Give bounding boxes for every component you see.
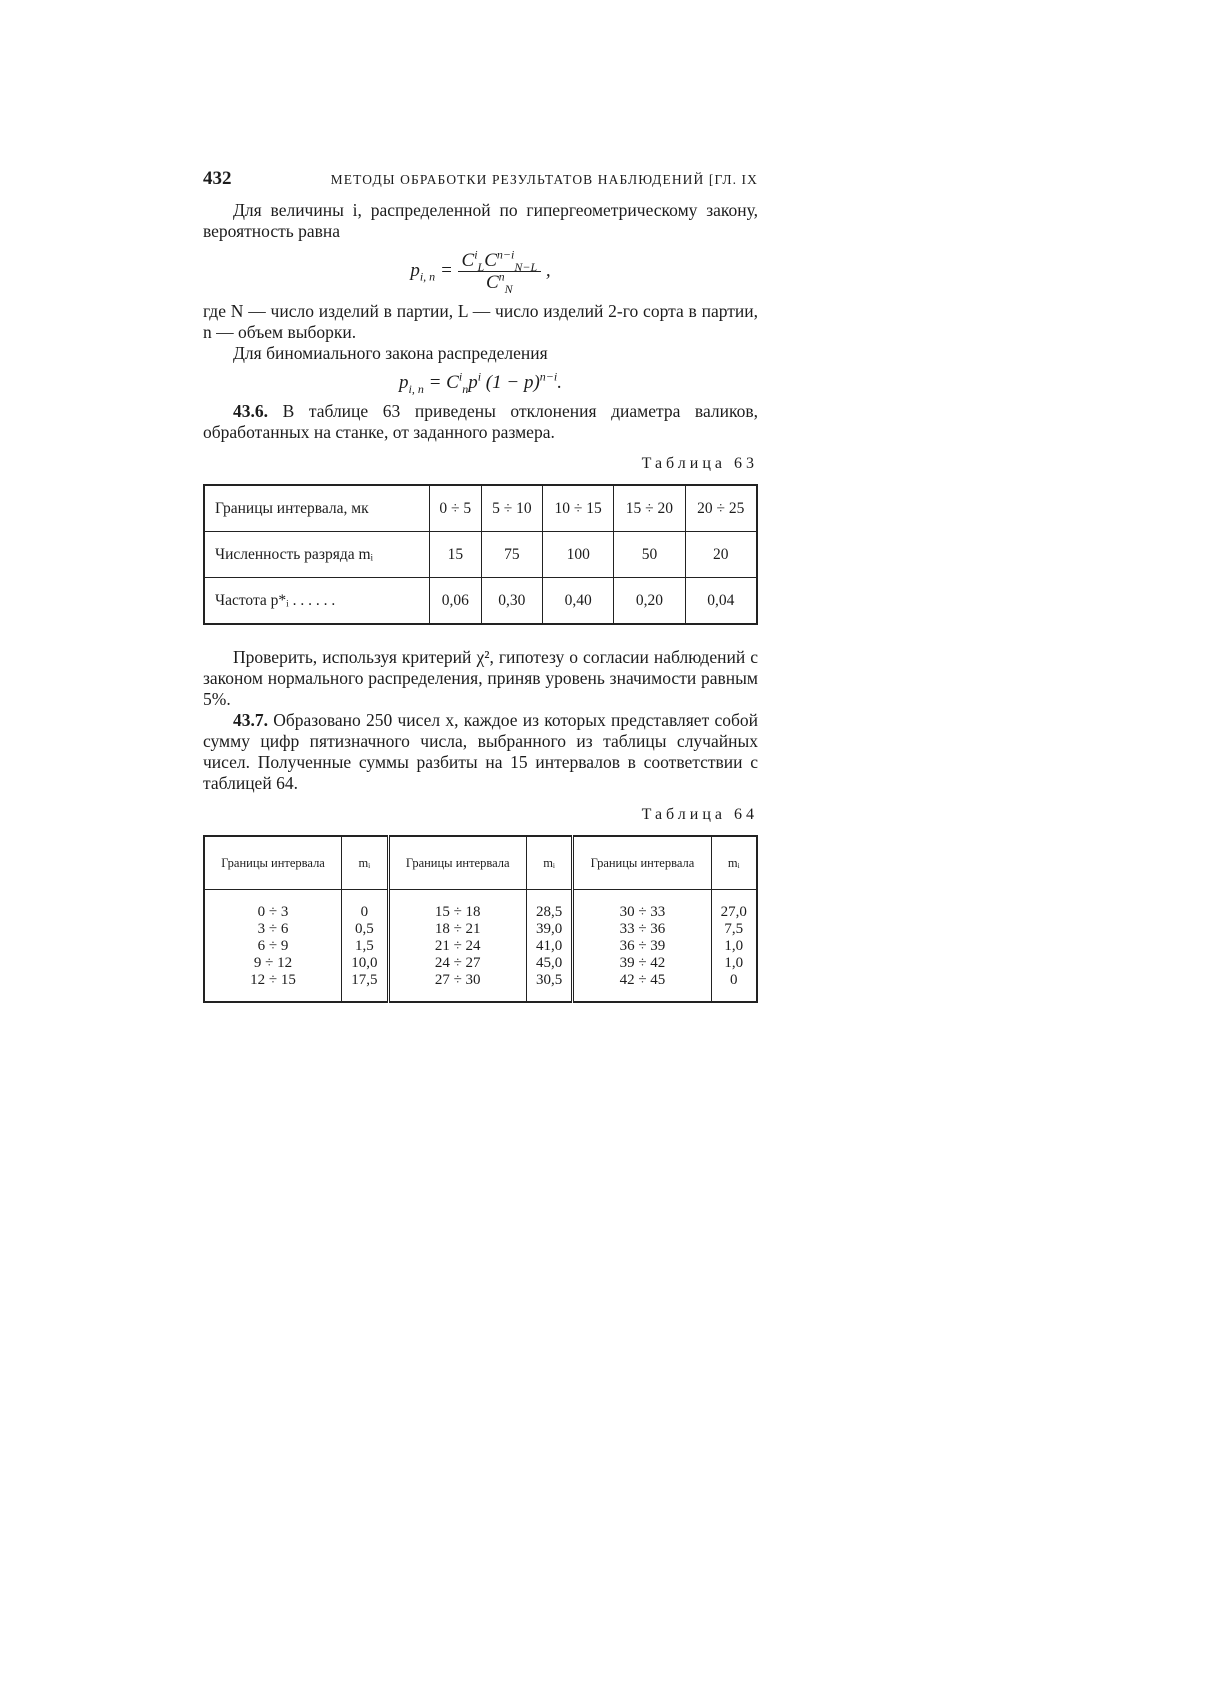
table-cell: 27,0 [720, 904, 747, 920]
table-cell: 7,5 [724, 921, 744, 937]
table-cell: 12 ÷ 15 [250, 972, 296, 988]
table-column [526, 890, 573, 1003]
table-cell: 5 ÷ 10 [481, 485, 542, 532]
table-cell: 20 [685, 532, 757, 578]
table-cell: 10,0 [351, 955, 378, 971]
table-column [342, 890, 389, 1003]
table-cell: 0 [730, 972, 738, 988]
table-cell: 15 ÷ 20 [614, 485, 685, 532]
table-cell: 15 ÷ 18 [434, 904, 481, 920]
table-63-caption: Таблица 63 [641, 455, 758, 472]
table-cell: 42 ÷ 45 [619, 972, 666, 988]
column-header: mᵢ [342, 836, 389, 890]
table-cell: 36 ÷ 39 [619, 938, 666, 954]
page-header [203, 168, 758, 190]
table-cell: 0,40 [543, 578, 614, 625]
table-row [204, 532, 757, 578]
paragraph-where: где N — число изделий в партии, L — число изделий 2-го сорта в партии, n — объем выборки. [203, 301, 758, 342]
table-64-caption: Таблица 64 [641, 806, 758, 823]
table-cell: 0,5 [354, 921, 374, 937]
table-cell: 1,0 [724, 938, 744, 954]
running-head: МЕТОДЫ ОБРАБОТКИ РЕЗУЛЬТАТОВ НАБЛЮДЕНИЙ [ГЛ. IX [330, 172, 758, 187]
table-column [711, 890, 757, 1003]
table-cell: 45,0 [535, 955, 563, 971]
table-column [573, 890, 711, 1003]
column-header: Границы интервала [573, 836, 711, 890]
table-cell: 39,0 [535, 921, 563, 937]
table-cell: 0,30 [481, 578, 542, 625]
table-cell: 0,06 [430, 578, 482, 625]
column-header: Границы интервала [204, 836, 342, 890]
row-label: Границы интервала, мк [204, 485, 430, 532]
book-page [203, 168, 758, 1003]
formula-binomial: $p_{i, n} = C^i_np^i$ $(1 - p)^{n-i}$. [399, 369, 562, 396]
table-cell: 50 [614, 532, 685, 578]
table-cell: 0 [360, 904, 369, 920]
table-cell: 27 ÷ 30 [434, 972, 481, 988]
table-row [204, 485, 757, 532]
table-cell: 3 ÷ 6 [257, 921, 289, 937]
table-63 [203, 484, 758, 625]
table-cell: 18 ÷ 21 [434, 921, 481, 937]
table-cell: 24 ÷ 27 [434, 955, 481, 971]
table-cell: 39 ÷ 42 [619, 955, 666, 971]
table-cell: 0 ÷ 3 [257, 904, 289, 920]
table-cell: 10 ÷ 15 [543, 485, 614, 532]
table-cell: 41,0 [535, 938, 563, 954]
table-cell: 0,20 [614, 578, 685, 625]
row-label: Частота p*ᵢ . . . . . . [204, 578, 430, 625]
table-cell: 1,0 [724, 955, 744, 971]
table-cell: 20 ÷ 25 [685, 485, 757, 532]
table-cell: 75 [481, 532, 542, 578]
table-cell: 9 ÷ 12 [253, 955, 293, 971]
column-header: mᵢ [711, 836, 757, 890]
table-64 [203, 835, 758, 1003]
table-cell: 30,5 [535, 972, 563, 988]
table-cell: 0,04 [685, 578, 757, 625]
table-cell: 100 [543, 532, 614, 578]
table-cell: 6 ÷ 9 [257, 938, 289, 954]
table-cell: 30 ÷ 33 [619, 904, 666, 920]
problem-43-7: 43.7. Образовано 250 чисел x, каждое из которых представляет собой сумму цифр пятизначного числа, выбранного из таблицы случайных чисел. Полученные суммы разбиты на 15 интервалов в соответствии с таблицей 64. [203, 710, 758, 793]
problem-43-6-task: Проверить, используя критерий χ², гипотезу о согласии наблюдений с законом нормального распределения, приняв уровень значимости равным 5%. [203, 647, 758, 709]
page-number: 432 [203, 168, 232, 189]
table-cell: 33 ÷ 36 [619, 921, 666, 937]
paragraph-hypergeometric: Для величины i, распределенной по гипергеометрическому закону, вероятность равна [203, 200, 758, 241]
table-column [388, 890, 526, 1003]
table-cell: 21 ÷ 24 [434, 938, 481, 954]
paragraph-binomial: Для биномиального закона распределения [233, 343, 548, 363]
row-label: Численность разряда mᵢ [204, 532, 430, 578]
column-header: mᵢ [526, 836, 573, 890]
table-cell: 0 ÷ 5 [430, 485, 482, 532]
problem-43-6: 43.6. В таблице 63 приведены отклонения диаметра валиков, обработанных на станке, от заданного размера. [203, 401, 758, 442]
table-cell: 17,5 [351, 972, 378, 988]
table-column [204, 890, 342, 1003]
table-cell: 28,5 [535, 904, 563, 920]
table-cell: 15 [430, 532, 482, 578]
table-row [204, 578, 757, 625]
column-header: Границы интервала [388, 836, 526, 890]
table-cell: 1,5 [354, 938, 374, 954]
formula-hypergeometric: $p_{i, n}$ = $\frac{C^i_LC^{n-i}_{N-L}}{C^n_N}$ , [410, 247, 551, 296]
